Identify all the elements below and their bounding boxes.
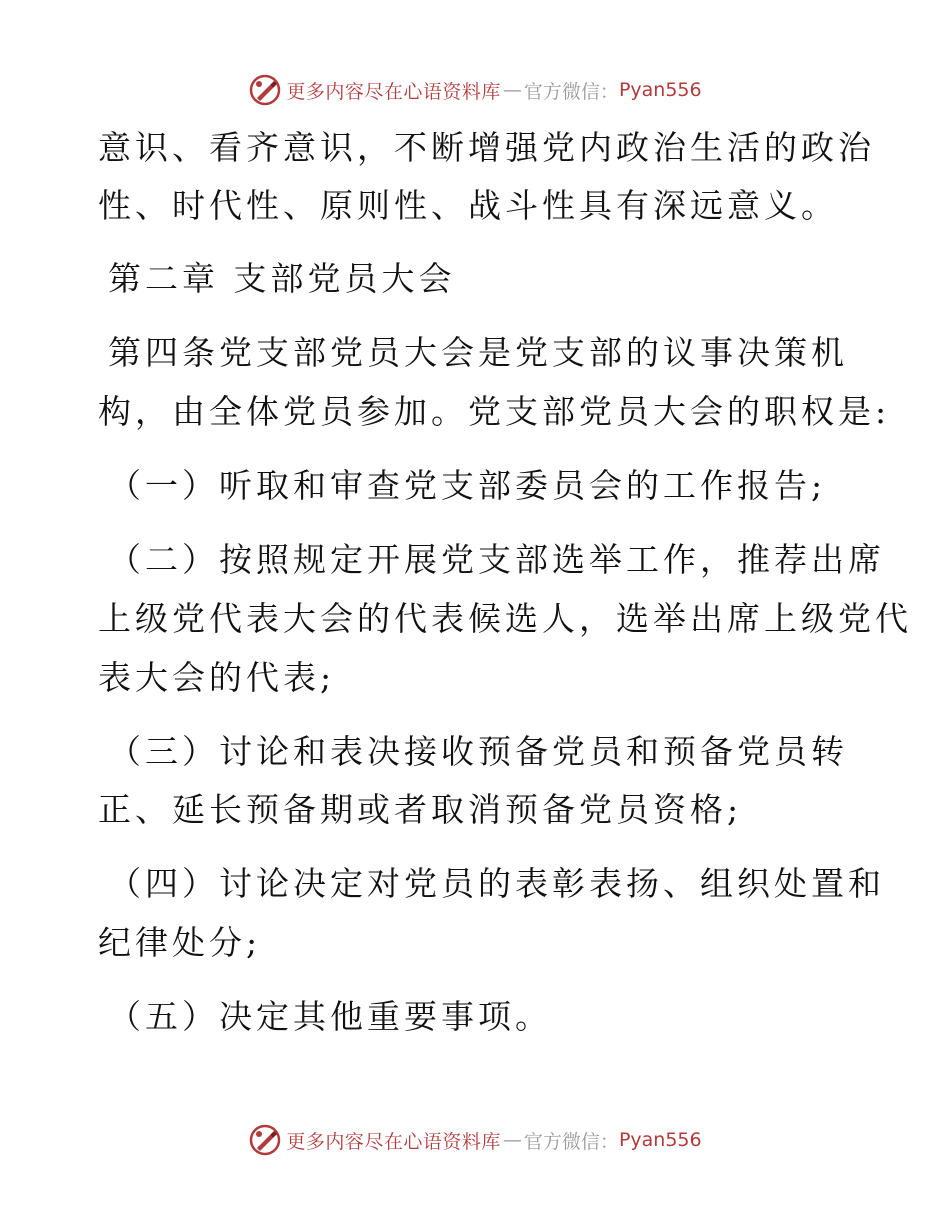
- paragraph-line: 表大会的代表;: [98, 658, 336, 697]
- watermark-wechat-id: Pyan556: [618, 1129, 702, 1151]
- list-item: （二）按照规定开展党支部选举工作，推荐出席: [108, 540, 885, 579]
- watermark-separator: —: [502, 79, 522, 101]
- paragraph-line: 纪律处分;: [98, 923, 262, 962]
- pen-logo-icon: [248, 1123, 282, 1157]
- chapter-heading: 第二章 支部党员大会: [108, 259, 456, 298]
- watermark-official-label: 官方微信：: [523, 1130, 619, 1153]
- watermark-main-text: 更多内容尽在心语资料库: [286, 80, 501, 103]
- list-item: （三）讨论和表决接收预备党员和预备党员转: [108, 732, 848, 771]
- header-watermark: [0, 70, 950, 110]
- list-item: （五）决定其他重要事项。: [108, 997, 552, 1036]
- paragraph-line: 正、延长预备期或者取消预备党员资格;: [98, 790, 743, 829]
- watermark-wechat-id: Pyan556: [618, 79, 702, 101]
- pen-logo-icon: [248, 73, 282, 107]
- watermark-official-label: 官方微信：: [523, 80, 619, 103]
- footer-watermark: [0, 1120, 950, 1160]
- paragraph-line: 第四条党支部党员大会是党支部的议事决策机: [108, 333, 848, 372]
- list-item: （四）讨论决定对党员的表彰表扬、组织处置和: [108, 864, 885, 903]
- paragraph-line: 意识、看齐意识，不断增强党内政治生活的政治: [98, 128, 875, 167]
- watermark-separator: —: [502, 1129, 522, 1151]
- list-item: （一）听取和审查党支部委员会的工作报告;: [108, 466, 827, 505]
- paragraph-line: 上级党代表大会的代表候选人，选举出席上级党代: [98, 599, 912, 638]
- paragraph-line: 性、时代性、原则性、战斗性具有深远意义。: [98, 186, 838, 225]
- watermark-main-text: 更多内容尽在心语资料库: [286, 1130, 501, 1153]
- paragraph-line: 构，由全体党员参加。党支部党员大会的职权是:: [98, 392, 891, 431]
